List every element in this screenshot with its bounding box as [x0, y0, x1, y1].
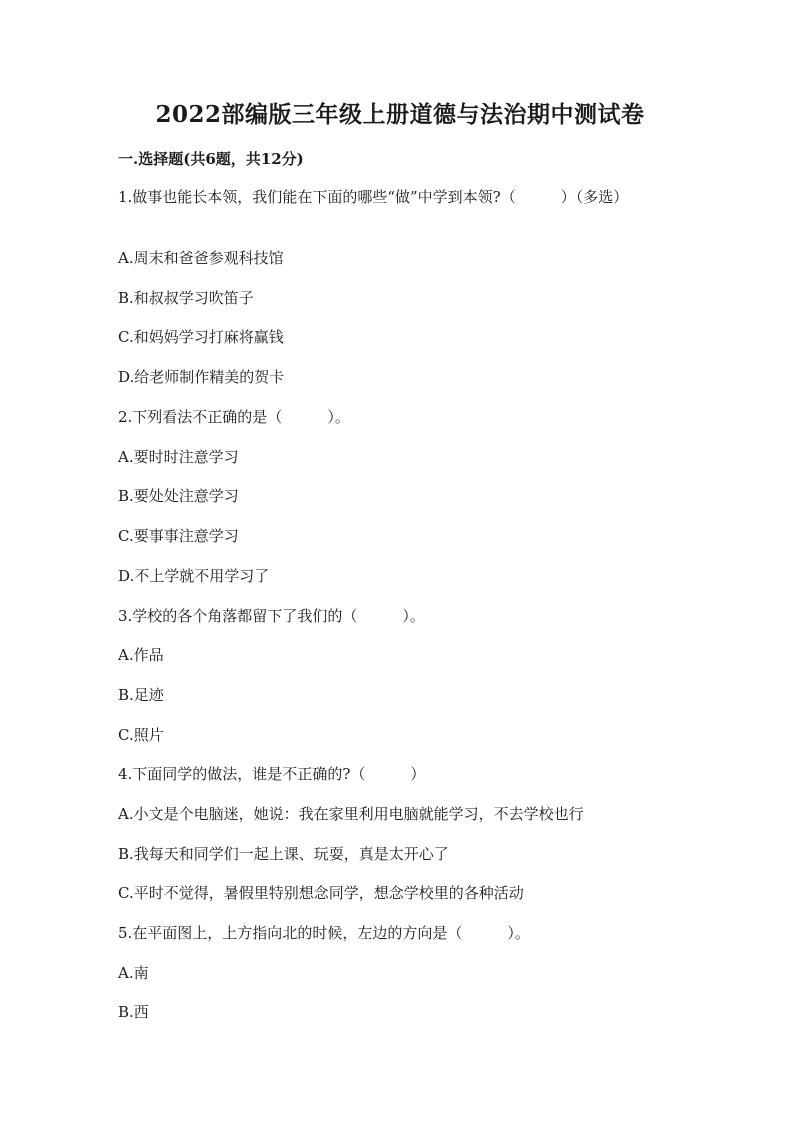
question-3-option-b: B.足迹 [118, 686, 164, 704]
question-2-option-d: D.不上学就不用学习了 [118, 567, 270, 585]
question-4-option-b: B.我每天和同学们一起上课、玩耍，真是太开心了 [118, 845, 449, 863]
question-2-option-b: B.要处处注意学习 [118, 487, 239, 505]
section-heading: 一.选择题(共6题，共12分) [118, 150, 304, 168]
question-1-option-d: D.给老师制作精美的贺卡 [118, 368, 285, 386]
question-4-stem: 4.下面同学的做法，谁是不正确的?（ ） [118, 765, 426, 783]
question-5-option-a: A.南 [118, 964, 149, 982]
page-title: 2022部编版三年级上册道德与法治期中测试卷 [155, 101, 645, 128]
question-1-stem: 1.做事也能长本领，我们能在下面的哪些“做”中学到本领?（ ）（多选） [118, 188, 629, 206]
question-3-stem: 3.学校的各个角落都留下了我们的（ ）。 [118, 607, 425, 625]
question-2-option-c: C.要事事注意学习 [118, 527, 239, 545]
question-4-option-a: A.小文是个电脑迷，她说：我在家里利用电脑就能学习，不去学校也行 [118, 805, 584, 823]
question-3-option-a: A.作品 [118, 646, 164, 664]
question-1-option-b: B.和叔叔学习吹笛子 [118, 289, 254, 307]
question-5-option-b: B.西 [118, 1003, 149, 1021]
question-2-option-a: A.要时时注意学习 [118, 448, 239, 466]
question-3-option-c: C.照片 [118, 726, 164, 744]
question-1-option-c: C.和妈妈学习打麻将赢钱 [118, 328, 284, 346]
question-4-option-c: C.平时不觉得，暑假里特别想念同学，想念学校里的各种活动 [118, 884, 524, 902]
question-2-stem: 2.下列看法不正确的是（ ）。 [118, 408, 350, 426]
question-1-option-a: A.周末和爸爸参观科技馆 [118, 249, 284, 267]
question-5-stem: 5.在平面图上，上方指向北的时候，左边的方向是（ ）。 [118, 924, 530, 942]
